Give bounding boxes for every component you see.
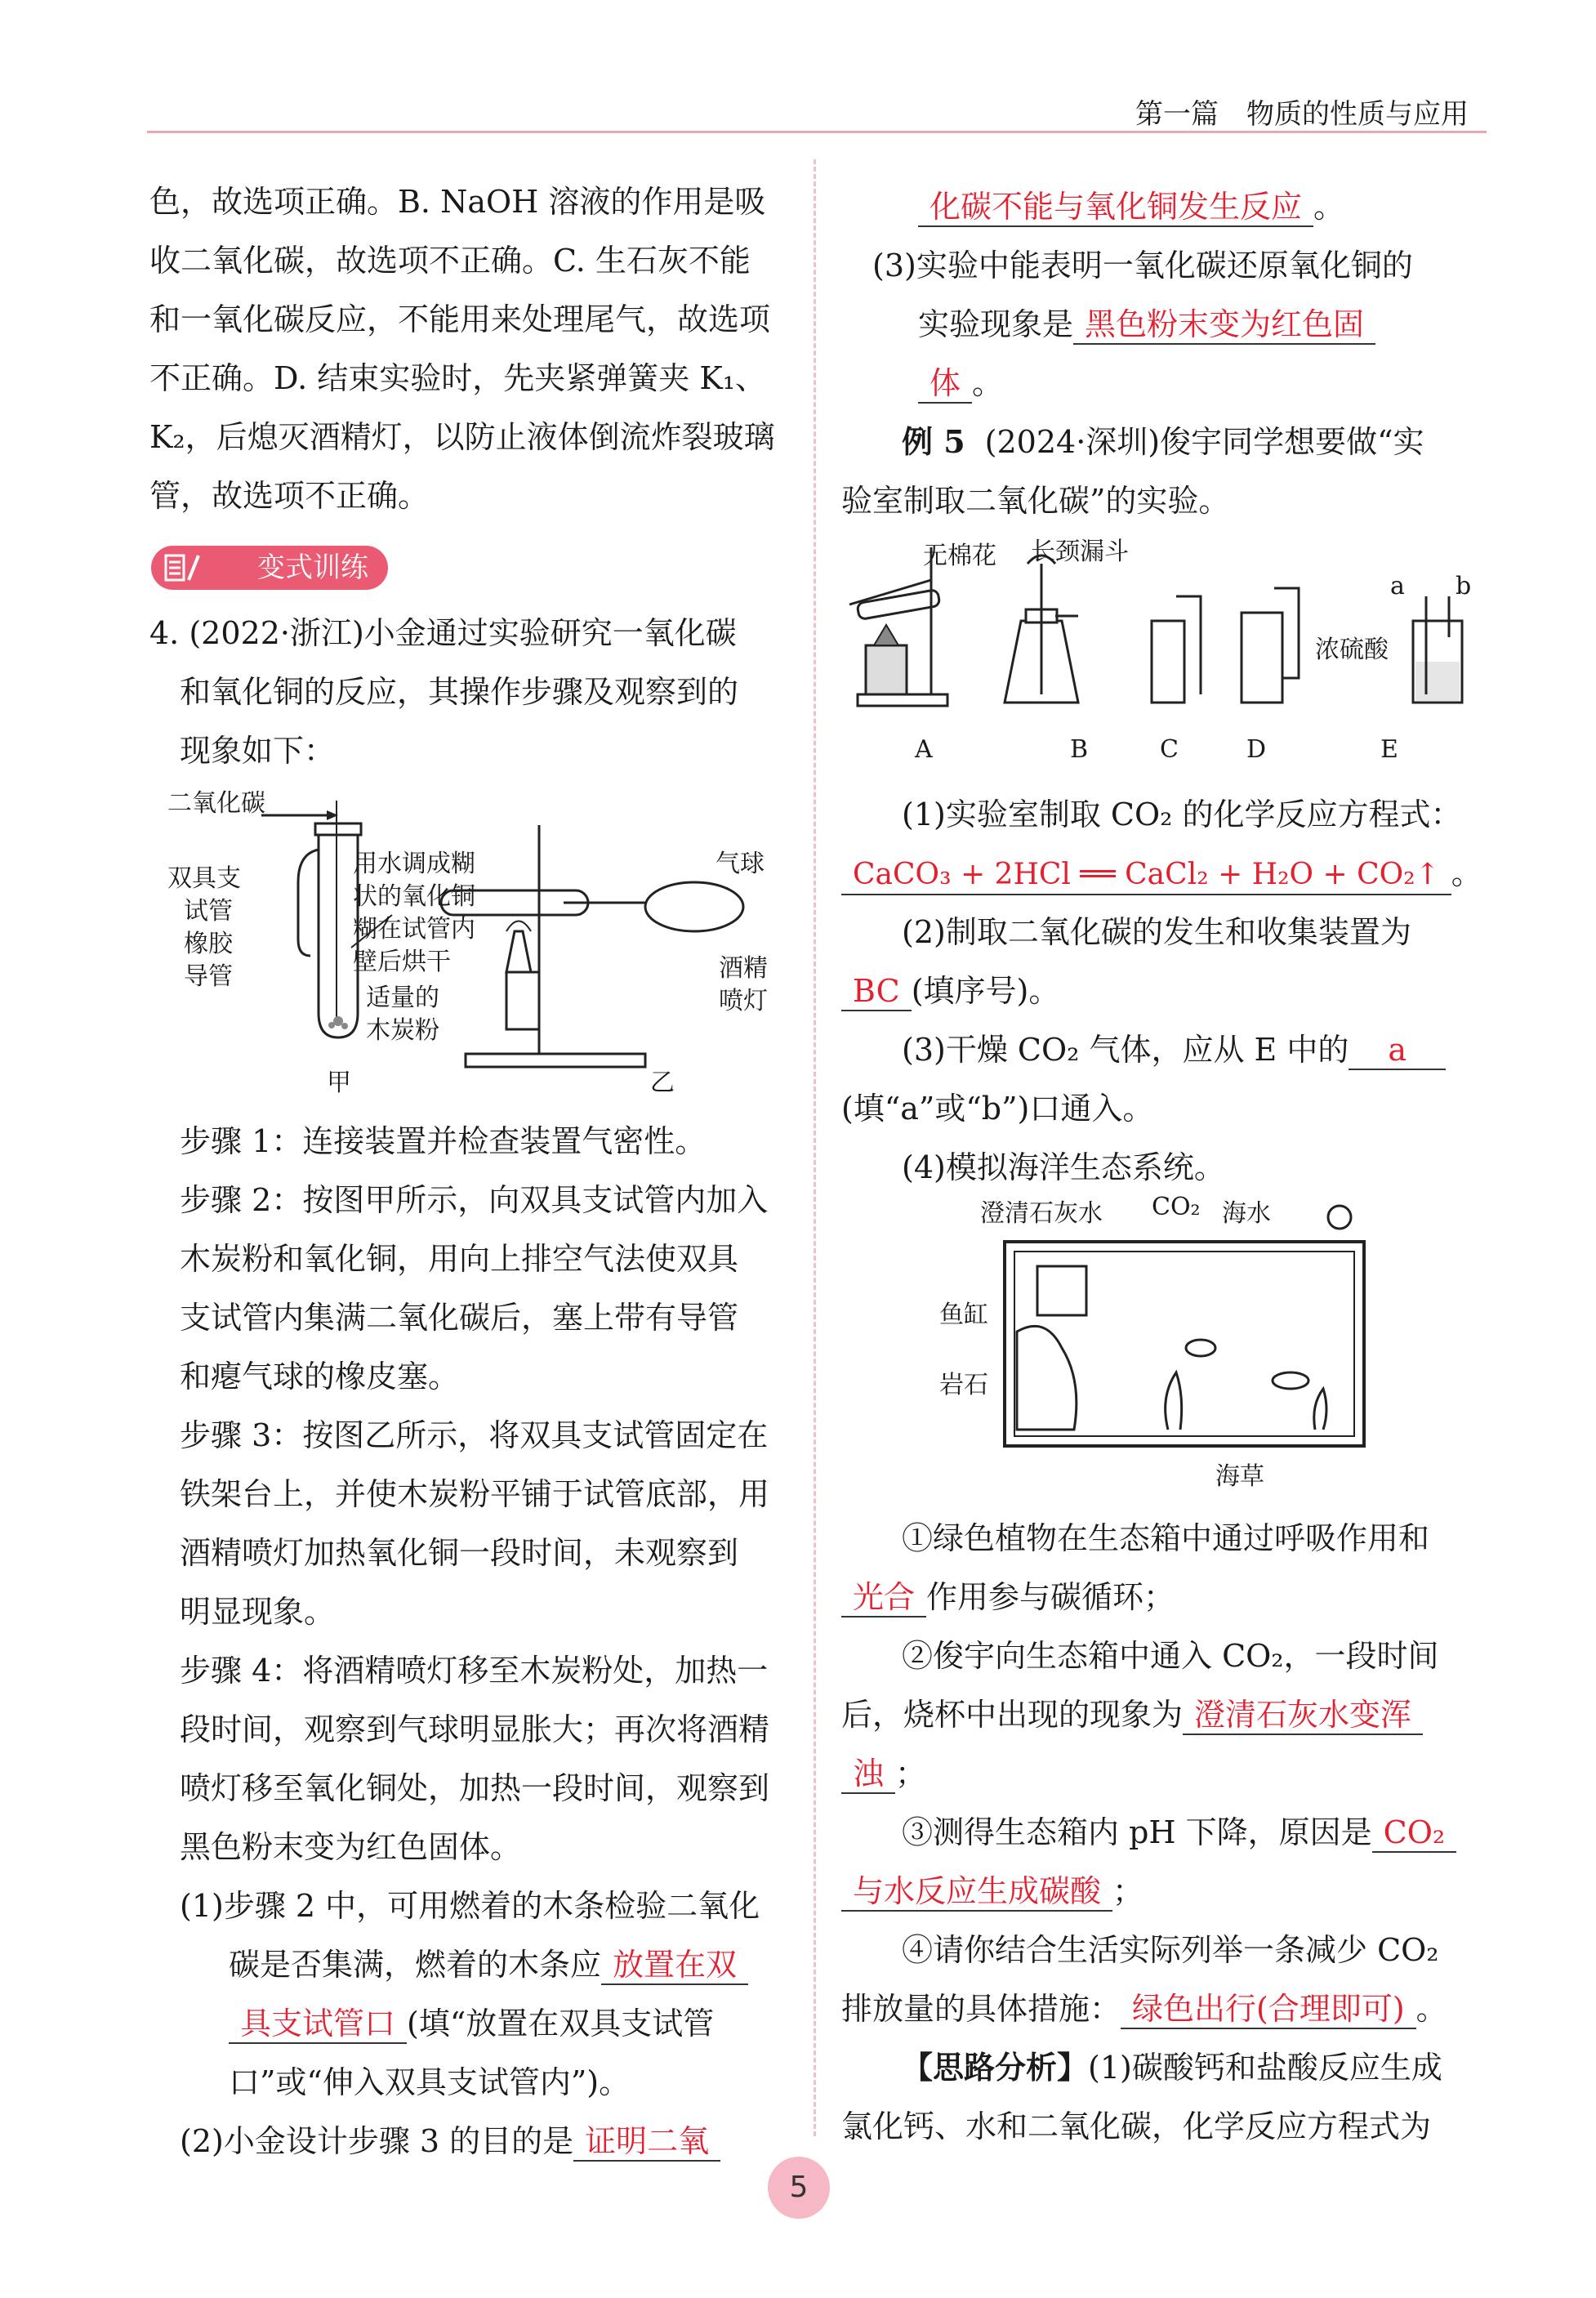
q1-text: 碳是否集满，燃着的木条应: [229, 1947, 602, 1983]
variant-training-badge: [151, 546, 388, 590]
sub-3-answer: CO₂: [1372, 1814, 1456, 1853]
example-5-line: [902, 420, 1424, 464]
sub-4-line: ④请你结合生活实际列举一条减少 CO₂: [902, 1932, 1439, 1968]
figure-label: 气球: [716, 850, 765, 878]
step-line: 和瘪气球的橡皮塞。: [180, 1359, 460, 1394]
intro-line: 管，故选项不正确。: [149, 478, 430, 514]
q3-line: (3)实验中能表明一氧化碳还原氧化铜的: [872, 248, 1413, 283]
sub-2-line: [841, 1693, 1423, 1737]
apparatus-label: 浓硫酸: [1315, 636, 1389, 664]
sub-4-text: 排放量的具体措施：: [841, 1991, 1121, 2027]
sub-4-line: [841, 1987, 1447, 2031]
period: 。: [1415, 1991, 1447, 2027]
intro-line: 和一氧化碳反应，不能用来处理尾气，故选项: [149, 301, 771, 337]
figure-label: 试管: [184, 897, 233, 926]
step-line: 支试管内集满二氧化碳后，塞上带有导管: [180, 1300, 739, 1336]
figure-label: 木炭粉: [366, 1016, 439, 1045]
semicolon: ；: [1112, 1873, 1144, 1909]
part-2-line: (2)制取二氧化碳的发生和收集装置为: [902, 914, 1411, 950]
period: 。: [1313, 189, 1345, 225]
apparatus-label: 无棉花: [923, 542, 996, 570]
header-rule: [147, 131, 1487, 133]
page-number: 5: [768, 2157, 830, 2219]
part-1-answer-line: [841, 851, 1482, 895]
analysis-label: 【思路分析】: [902, 2049, 1089, 2086]
sub-4-answer: 绿色出行(合理即可): [1121, 1990, 1416, 2029]
q1-answer: 放置在双: [601, 1946, 748, 1985]
step-line: 明显现象。: [180, 1594, 336, 1630]
q1-text: (填“放置在双具支试管: [407, 2006, 715, 2041]
q2-answer: 证明二氧: [573, 2122, 720, 2162]
figure-label: 导管: [184, 962, 233, 991]
part-4-line: (4)模拟海洋生态系统。: [902, 1149, 1225, 1185]
q1-line: 口”或“伸入双具支试管内”)。: [229, 2064, 631, 2100]
sub-1-answer: 光合: [841, 1578, 926, 1618]
step-line: 步骤 1：连接装置并检查装置气密性。: [180, 1123, 707, 1159]
step-line: 铁架台上，并使木炭粉平铺于试管底部，用: [180, 1476, 770, 1512]
figure-label: 酒精: [719, 954, 768, 983]
intro-line: K₂，后熄灭酒精灯，以防止液体倒流炸裂玻璃: [149, 419, 775, 455]
apparatus-label: a: [1390, 572, 1405, 600]
apparatus-label: 长颈漏斗: [1031, 538, 1129, 566]
part-3-text: (3)干燥 CO₂ 气体，应从 E 中的: [902, 1032, 1349, 1068]
eco-label: 澄清石灰水: [980, 1199, 1103, 1228]
step-line: 步骤 2：按图甲所示，向双具支试管内加入: [180, 1182, 769, 1218]
sub-2-answer-cont: 浊: [841, 1755, 895, 1794]
apparatus-letter: C: [1160, 735, 1179, 764]
step-line: 喷灯移至氧化铜处，加热一段时间，观察到: [180, 1770, 770, 1806]
part-1-line: (1)实验室制取 CO₂ 的化学反应方程式：: [902, 796, 1462, 832]
q3-answer-cont: 体: [918, 364, 972, 404]
ecosystem-tank-drawing: [939, 1193, 1429, 1495]
q1-line: [229, 2001, 714, 2046]
example-5-text: (2024·深圳)俊宇同学想要做“实: [984, 424, 1424, 460]
eco-label: 岩石: [939, 1371, 988, 1399]
eco-label: 鱼缸: [939, 1301, 988, 1329]
period: 。: [972, 365, 1004, 401]
step-line: 步骤 3：按图乙所示，将双具支试管固定在: [180, 1417, 769, 1453]
intro-line: 收二氧化碳，故选项不正确。C. 生石灰不能: [149, 243, 751, 279]
q2-text: (2)小金设计步骤 3 的目的是: [180, 2123, 574, 2159]
part-2-answer-line: [841, 969, 1059, 1013]
sub-1-line: ①绿色植物在生态箱中通过呼吸作用和: [902, 1520, 1430, 1556]
apparatus-label: b: [1456, 572, 1472, 600]
sub-1-answer-line: [841, 1575, 1175, 1619]
q3-text: 实验现象是: [918, 306, 1074, 342]
sub-3-line: [841, 1869, 1144, 1913]
sub-1-post: 作用参与碳循环；: [926, 1579, 1175, 1615]
sub-3-answer-cont: 与水反应生成碳酸: [841, 1872, 1112, 1912]
sub-3-line: [902, 1810, 1456, 1854]
figure-caption: 甲: [327, 1069, 351, 1097]
q1-line: (1)步骤 2 中，可用燃着的木条检验二氧化: [180, 1888, 760, 1924]
question-4-line: 现象如下：: [180, 733, 336, 769]
q2-line: [180, 2119, 720, 2163]
q2-answer-cont: 化碳不能与氧化铜发生反应: [918, 188, 1313, 227]
step-line: 段时间，观察到气球明显胀大；再次将酒精: [180, 1711, 770, 1747]
column-divider: [814, 159, 816, 2136]
part-2-post: (填序号)。: [911, 973, 1060, 1009]
step-line: 步骤 4：将酒精喷灯移至木炭粉处，加热一: [180, 1653, 769, 1689]
sub-2-answer: 澄清石灰水变浑: [1183, 1696, 1423, 1735]
question-4-line: 和氧化铜的反应，其操作步骤及观察到的: [180, 674, 739, 710]
figure-label: 双具支: [167, 864, 241, 893]
figure-label: 喷灯: [719, 987, 768, 1015]
figure-label: 用水调成糊: [353, 850, 475, 878]
step-line: 酒精喷灯加热氧化铜一段时间，未观察到: [180, 1535, 739, 1571]
sub-2-line: ②俊宇向生态箱中通入 CO₂，一段时间: [902, 1638, 1439, 1674]
step-line: 木炭粉和氧化铜，用向上排空气法使双具: [180, 1241, 739, 1277]
analysis-text: (1)碳酸钙和盐酸反应生成: [1088, 2050, 1442, 2086]
part-3-answer: a: [1349, 1031, 1446, 1070]
part-3-line: [902, 1028, 1446, 1072]
part-3-post: (填“a”或“b”)口通入。: [841, 1091, 1154, 1127]
q3-line: [918, 361, 1003, 405]
figure-label: 糊在试管内: [353, 915, 475, 944]
book-icon: [164, 552, 202, 582]
sub-2-text: 后，烧杯中出现的现象为: [841, 1697, 1184, 1733]
figure-label: 状的氧化铜: [353, 882, 475, 911]
badge-label: 变式训练: [257, 551, 368, 584]
figure-label: 橡胶: [184, 930, 233, 958]
question-4-line: 4. (2022·浙江)小金通过实验研究一氧化碳: [149, 615, 737, 651]
semicolon: ；: [895, 1756, 927, 1792]
q2-answer-cont-line: [918, 185, 1344, 229]
intro-line: 不正确。D. 结束实验时，先夹紧弹簧夹 K₁、: [149, 360, 766, 396]
q3-answer: 黑色粉末变为红色固: [1073, 306, 1375, 345]
apparatus-letter: E: [1380, 735, 1398, 764]
intro-line: 色，故选项正确。B. NaOH 溶液的作用是吸: [149, 184, 766, 220]
apparatus-letter: A: [915, 735, 933, 764]
analysis-line: 氯化钙、水和二氧化碳，化学反应方程式为: [841, 2108, 1432, 2144]
example-5-line: 验室制取二氧化碳”的实验。: [841, 483, 1230, 519]
figure-label: 适量的: [366, 984, 439, 1012]
sub-2-line: [841, 1751, 926, 1796]
apparatus-letter: B: [1070, 735, 1089, 764]
eco-label: CO₂: [1152, 1193, 1201, 1221]
period: 。: [1451, 855, 1482, 891]
eco-label: 海水: [1222, 1199, 1271, 1228]
example-5-label: 例 5: [902, 423, 965, 460]
q1-line: [229, 1943, 748, 1987]
figure-caption: 乙: [650, 1069, 675, 1097]
apparatus-letter: D: [1246, 735, 1267, 764]
step-line: 黑色粉末变为红色固体。: [180, 1829, 522, 1865]
sub-3-text: ③测得生态箱内 pH 下降，原因是: [902, 1814, 1372, 1850]
analysis-line: [902, 2046, 1442, 2090]
q3-line: [918, 302, 1375, 346]
eco-label: 海草: [1215, 1462, 1264, 1491]
part-2-answer: BC: [841, 972, 912, 1011]
figure-label: 二氧化碳: [167, 789, 265, 818]
q1-answer-cont: 具支试管口: [229, 2005, 407, 2044]
part-1-answer: CaCO₃ + 2HCl ══ CaCl₂ + H₂O + CO₂↑: [841, 856, 1451, 895]
figure-label: 壁后烘干: [353, 948, 451, 976]
ecosystem-tank-figure: [939, 1193, 1429, 1495]
running-header: 第一篇 物质的性质与应用: [1135, 98, 1469, 131]
